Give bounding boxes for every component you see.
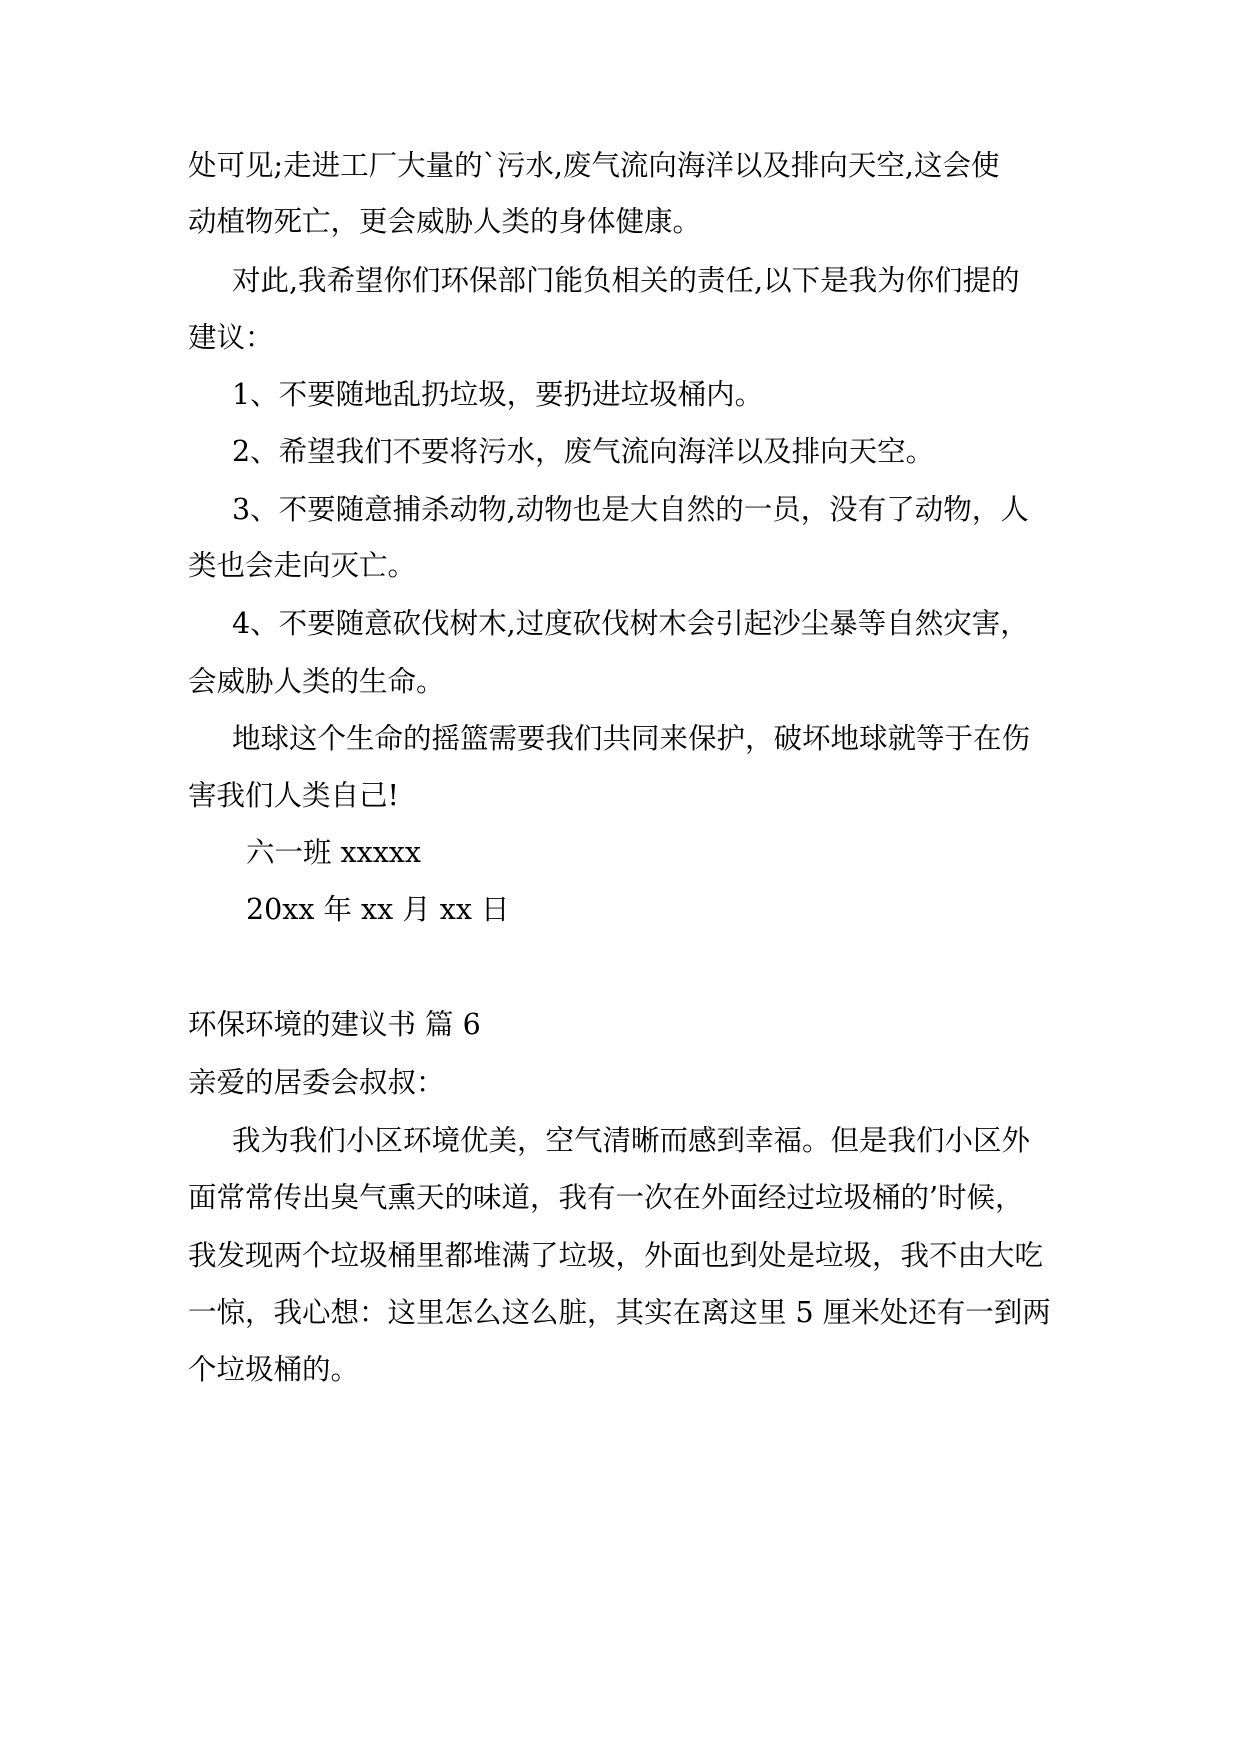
section-title-text: 环保环境的建议书 篇 6	[188, 1008, 481, 1041]
line-text: 处可见;走进工厂大量的`污水,废气流向海洋以及排向天空,这会使	[188, 149, 1000, 182]
line-text: 2、希望我们不要将污水，废气流向海洋以及排向天空。	[232, 435, 935, 468]
line-text: 一惊，我心想：这里怎么这么脏，其实在离这里 5 厘米处还有一到两	[188, 1296, 1051, 1329]
line-text: 我发现两个垃圾桶里都堆满了垃圾，外面也到处是垃圾，我不由大吃	[188, 1239, 1044, 1272]
signature-text: 六一班 xxxxx	[246, 836, 421, 869]
line-text: 我为我们小区环境优美，空气清晰而感到幸福。但是我们小区外	[232, 1124, 1031, 1157]
line-text: 4、不要随意砍伐树木,过度砍伐树木会引起沙尘暴等自然灾害，	[232, 607, 1029, 640]
line-text: 对此,我希望你们环保部门能负相关的责任,以下是我为你们提的	[232, 264, 1020, 297]
line-text: 地球这个生命的摇篮需要我们共同来保护，破坏地球就等于在伤	[232, 722, 1031, 755]
line-text: 害我们人类自己!	[188, 779, 399, 812]
salutation-text: 亲爱的居委会叔叔：	[188, 1066, 445, 1099]
line-text: 建议：	[188, 321, 274, 354]
line-text: 会威胁人类的生命。	[188, 665, 445, 698]
line-text: 面常常传出臭气熏天的味道，我有一次在外面经过垃圾桶的’时候，	[188, 1181, 1024, 1214]
line-text: 类也会走向灭亡。	[188, 549, 417, 582]
date-text: 20xx 年 xx 月 xx 日	[246, 893, 510, 926]
line-text: 3、不要随意捕杀动物,动物也是大自然的一员，没有了动物，人	[232, 493, 1029, 526]
line-text: 1、不要随地乱扔垃圾，要扔进垃圾桶内。	[232, 378, 764, 411]
line-text: 个垃圾桶的。	[188, 1353, 360, 1386]
line-text: 动植物死亡，更会威胁人类的身体健康。	[188, 205, 702, 238]
